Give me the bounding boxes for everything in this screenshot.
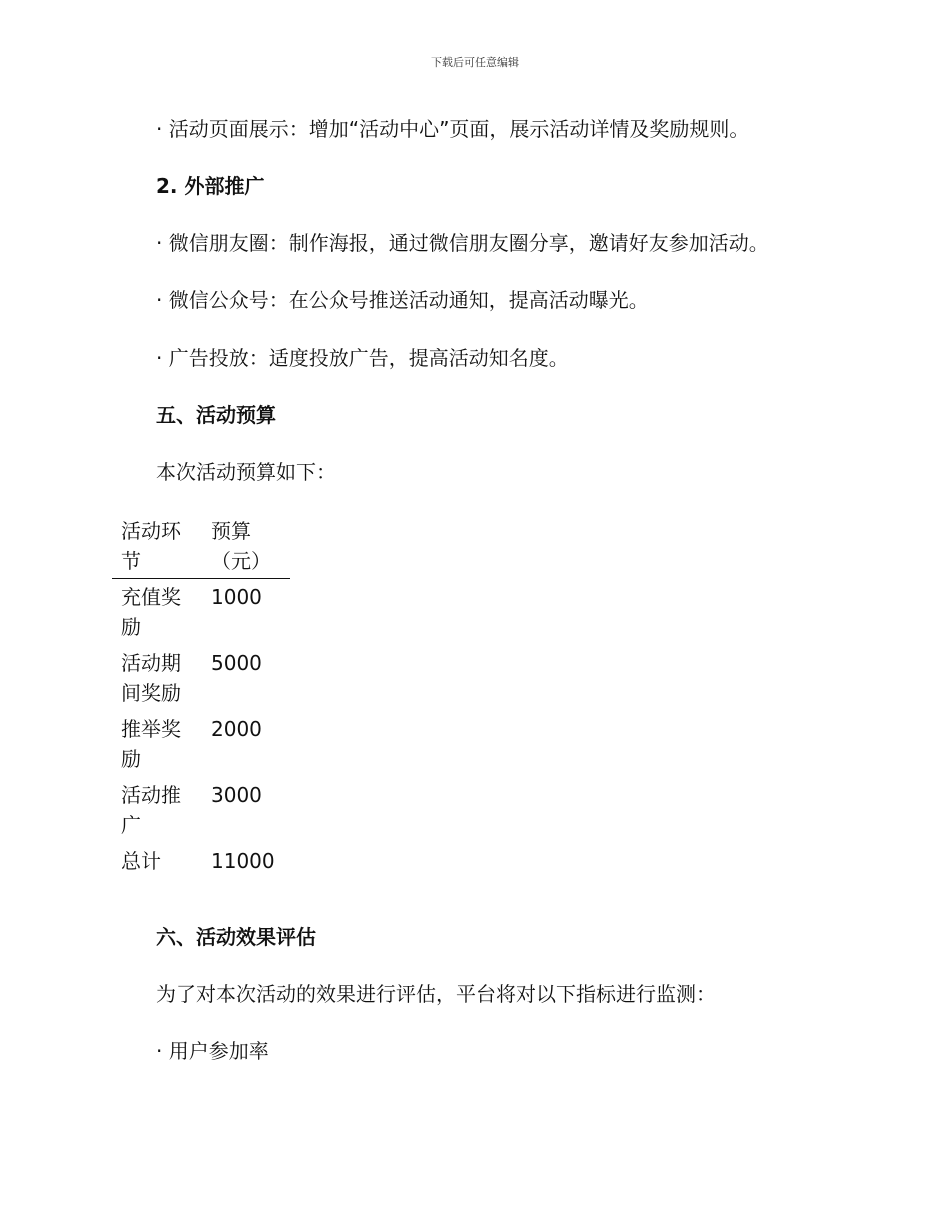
table-cell: 2000: [211, 717, 262, 741]
heading-external-promotion: 2. 外部推广: [156, 174, 265, 198]
paragraph-activity-page: · 活动页面展示：增加“活动中心”页面，展示活动详情及奖励规则。: [156, 117, 750, 141]
table-cell: 推举奖励: [121, 717, 181, 771]
paragraph-budget-intro: 本次活动预算如下：: [156, 460, 336, 484]
paragraph-evaluation-intro: 为了对本次活动的效果进行评估，平台将对以下指标进行监测：: [156, 982, 716, 1006]
table-cell: 活动期间奖励: [121, 651, 181, 705]
table-cell: 11000: [211, 849, 275, 873]
table-cell: 1000: [211, 585, 262, 609]
table-cell: 总计: [121, 849, 161, 873]
paragraph-metric-participation: · 用户参加率: [156, 1039, 269, 1063]
table-row: [112, 843, 290, 879]
table-row: [112, 579, 290, 646]
table-header-cell: 活动环节: [112, 516, 211, 579]
table-row: [112, 711, 290, 777]
table-cell: 充值奖励: [121, 585, 181, 639]
table-cell: 活动推广: [121, 783, 181, 837]
page-header-note: 下载后可任意编辑: [431, 56, 519, 69]
paragraph-wechat-moments: · 微信朋友圈：制作海报，通过微信朋友圈分享，邀请好友参加活动。: [156, 231, 769, 255]
table-row: [112, 777, 290, 843]
table-cell: 3000: [211, 783, 262, 807]
table-row: [112, 645, 290, 711]
table-header-row: [112, 516, 290, 579]
paragraph-wechat-official: · 微信公众号：在公众号推送活动通知，提高活动曝光。: [156, 288, 649, 312]
table-header-cell: 预算（元）: [211, 516, 290, 579]
budget-table: [112, 516, 290, 879]
heading-budget: 五、活动预算: [156, 403, 276, 427]
heading-evaluation: 六、活动效果评估: [156, 925, 316, 949]
table-cell: 5000: [211, 651, 262, 675]
paragraph-ads: · 广告投放：适度投放广告，提高活动知名度。: [156, 346, 569, 370]
